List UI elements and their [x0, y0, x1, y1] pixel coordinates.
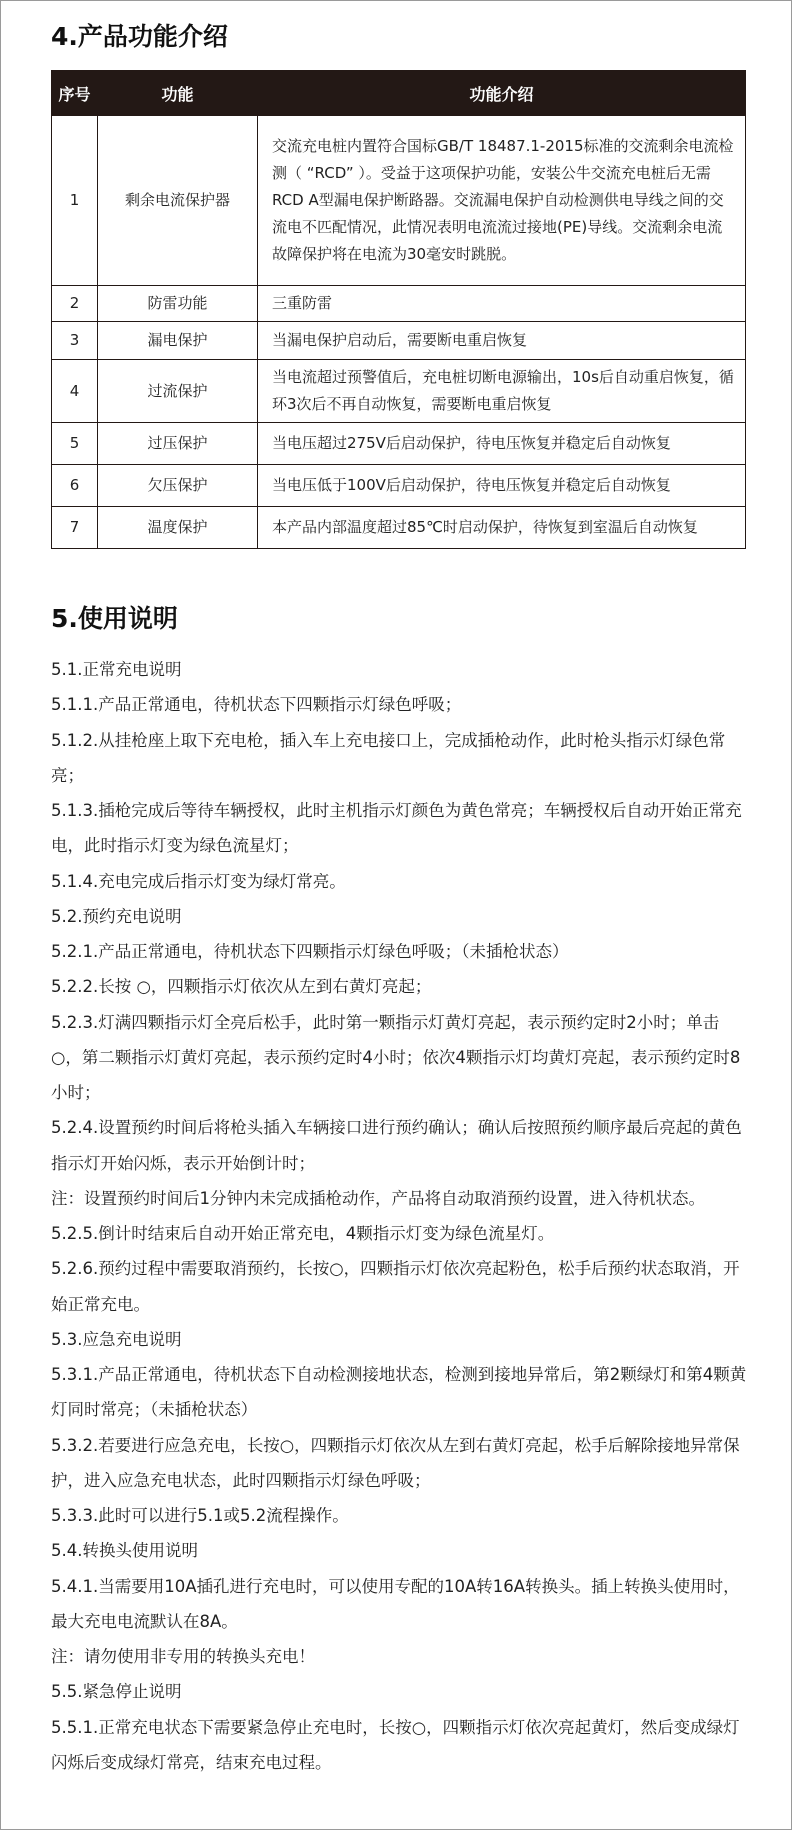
- row-description: 本产品内部温度超过85℃时启动保护，待恢复到室温后自动恢复: [258, 507, 746, 549]
- row-no: 3: [52, 322, 98, 360]
- row-description: 当漏电保护启动后，需要断电重启恢复: [258, 322, 746, 360]
- instruction-line: 5.1.3.插枪完成后等待车辆授权，此时主机指示灯颜色为黄色常亮；车辆授权后自动开始正常充电，此时指示灯变为绿色流星灯；: [51, 801, 742, 856]
- table-row: [52, 423, 746, 465]
- header-function: 功能: [98, 71, 258, 116]
- row-no: 7: [52, 507, 98, 549]
- row-function: 剩余电流保护器: [98, 116, 258, 286]
- table-row: [52, 322, 746, 360]
- table-row: [52, 116, 746, 286]
- instruction-line: 5.3.3.此时可以进行5.1或5.2流程操作。: [51, 1506, 349, 1525]
- usage-instructions: [51, 652, 747, 1780]
- row-no: 5: [52, 423, 98, 465]
- row-function: 温度保护: [98, 507, 258, 549]
- instruction-line: 5.3.应急充电说明: [51, 1329, 182, 1349]
- row-no: 2: [52, 286, 98, 322]
- instruction-line: 5.1.1.产品正常通电，待机状态下四颗指示灯绿色呼吸；: [51, 695, 462, 715]
- row-description: 交流充电桩内置符合国标GB/T 18487.1-2015标准的交流剩余电流检测（ “RCD” ）。受益于这项保护功能，安装公牛交流充电桩后无需 RCD A型漏电保护断路器。交流漏电保护自动检测供电导线之间的交流电不匹配情况，此情况表明电流流过接地(PE)导线。交流剩余电流故障保护将在电流为30毫安时跳脱。: [258, 116, 746, 286]
- row-function: 漏电保护: [98, 322, 258, 360]
- row-description: 三重防雷: [258, 286, 746, 322]
- instruction-line: 5.1.2.从挂枪座上取下充电枪，插入车上充电接口上，完成插枪动作，此时枪头指示灯绿色常亮；: [51, 730, 726, 785]
- row-function: 欠压保护: [98, 465, 258, 507]
- instruction-line: 5.5.1.正常充电状态下需要紧急停止充电时，长按○，四颗指示灯依次亮起黄灯，然后变成绿灯闪烁后变成绿灯常亮，结束充电过程。: [51, 1717, 740, 1772]
- row-function: 防雷功能: [98, 286, 258, 322]
- table-header-row: [52, 71, 746, 116]
- row-function: 过压保护: [98, 423, 258, 465]
- row-no: 4: [52, 360, 98, 423]
- table-row: [52, 465, 746, 507]
- table-row: [52, 286, 746, 322]
- instruction-line: 5.3.2.若要进行应急充电，长按○，四颗指示灯依次从左到右黄灯亮起，松手后解除接地异常保护，进入应急充电状态，此时四颗指示灯绿色呼吸；: [51, 1435, 740, 1490]
- header-no: 序号: [52, 71, 98, 116]
- row-function: 过流保护: [98, 360, 258, 423]
- instruction-note: 注：请勿使用非专用的转换头充电！: [51, 1647, 315, 1666]
- instruction-line: 5.3.1.产品正常通电，待机状态下自动检测接地状态，检测到接地异常后，第2颗绿灯和第4颗黄灯同时常亮；（未插枪状态）: [51, 1365, 747, 1420]
- section-4-title: 4.产品功能介绍: [51, 22, 228, 51]
- table-row: [52, 360, 746, 423]
- instruction-line: 5.1.正常充电说明: [51, 660, 182, 679]
- instruction-line: 5.2.5.倒计时结束后自动开始正常充电，4颗指示灯变为绿色流星灯。: [51, 1224, 555, 1243]
- row-no: 1: [52, 116, 98, 286]
- header-description: 功能介绍: [258, 71, 746, 116]
- instruction-note: 注：设置预约时间后1分钟内未完成插枪动作，产品将自动取消预约设置，进入待机状态。: [51, 1188, 705, 1208]
- instruction-line: 5.4.转换头使用说明: [51, 1541, 198, 1561]
- instruction-line: 5.2.2.长按 ○，四颗指示灯依次从左到右黄灯亮起；: [51, 977, 432, 997]
- instruction-line: 5.2.预约充电说明: [51, 906, 182, 926]
- instruction-line: 5.4.1.当需要用10A插孔进行充电时，可以使用专配的10A转16A转换头。插上转换头使用时，最大充电电流默认在8A。: [51, 1576, 740, 1631]
- table-row: [52, 507, 746, 549]
- row-description: 当电压低于100V后启动保护，待电压恢复并稳定后自动恢复: [258, 465, 746, 507]
- instruction-line: 5.2.1.产品正常通电，待机状态下四颗指示灯绿色呼吸；（未插枪状态）: [51, 942, 569, 961]
- instruction-line: 5.1.4.充电完成后指示灯变为绿灯常亮。: [51, 871, 346, 891]
- row-description: 当电压超过275V后启动保护，待电压恢复并稳定后自动恢复: [258, 423, 746, 465]
- instruction-line: 5.5.紧急停止说明: [51, 1682, 182, 1702]
- function-table: [51, 70, 746, 549]
- row-no: 6: [52, 465, 98, 507]
- instruction-line: 5.2.3.灯满四颗指示灯全亮后松手，此时第一颗指示灯黄灯亮起，表示预约定时2小时；单击 ○，第二颗指示灯黄灯亮起，表示预约定时4小时；依次4颗指示灯均黄灯亮起，表示预约定时8小时；: [51, 1012, 741, 1102]
- instruction-line: 5.2.4.设置预约时间后将枪头插入车辆接口进行预约确认；确认后按照预约顺序最后亮起的黄色指示灯开始闪烁，表示开始倒计时；: [51, 1118, 742, 1173]
- instruction-line: 5.2.6.预约过程中需要取消预约，长按○，四颗指示灯依次亮起粉色，松手后预约状态取消，开始正常充电。: [51, 1259, 740, 1314]
- section-5-title: 5.使用说明: [51, 604, 178, 633]
- row-description: 当电流超过预警值后，充电桩切断电源输出，10s后自动重启恢复，循环3次后不再自动恢复，需要断电重启恢复: [258, 360, 746, 423]
